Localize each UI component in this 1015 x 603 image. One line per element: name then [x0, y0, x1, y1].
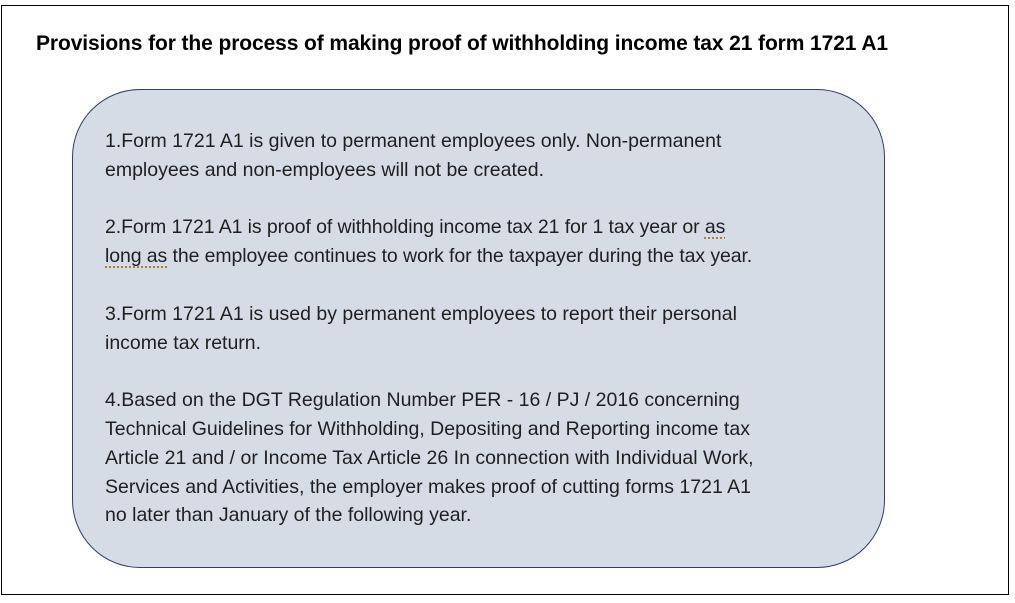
provision-item-3: [105, 300, 865, 358]
provision-item-2: [105, 213, 865, 271]
page-title: Provisions for the process of making proof of withholding income tax 21 form 1721 A1: [36, 32, 888, 55]
provision-1-line-1: 1.Form 1721 A1 is given to permanent employees only. Non-permanent: [105, 130, 722, 152]
provision-2-line-2b: the employee continues to work for the taxpayer during the tax year.: [167, 245, 753, 268]
provision-1-line-2: employees and non-employees will not be created.: [105, 158, 545, 181]
provision-2-line-2a: long as: [105, 245, 168, 268]
provision-4-line-5: no later than January of the following year.: [105, 504, 472, 527]
provision-2-line-1b: as: [704, 216, 726, 239]
provision-4-line-4: Services and Activities, the employer makes proof of cutting forms 1721 A1: [105, 475, 751, 498]
provision-4-line-3: Article 21 and / or Income Tax Article 26 In connection with Individual Work,: [105, 446, 754, 469]
provision-4-line-2: Technical Guidelines for Withholding, Depositing and Reporting income tax: [105, 417, 750, 440]
provision-item-1: [105, 127, 865, 185]
provision-item-4: [105, 386, 865, 530]
provision-3-line-2: income tax return.: [105, 331, 262, 354]
provision-3-line-1: 3.Form 1721 A1 is used by permanent employees to report their personal: [105, 302, 737, 325]
provision-2-line-1a: 2.Form 1721 A1 is proof of withholding income tax 21 for 1 tax year or: [105, 216, 705, 239]
provisions-list: [105, 127, 865, 559]
provision-4-line-1: 4.Based on the DGT Regulation Number PER - 16 / PJ / 2016 concerning: [105, 389, 740, 412]
